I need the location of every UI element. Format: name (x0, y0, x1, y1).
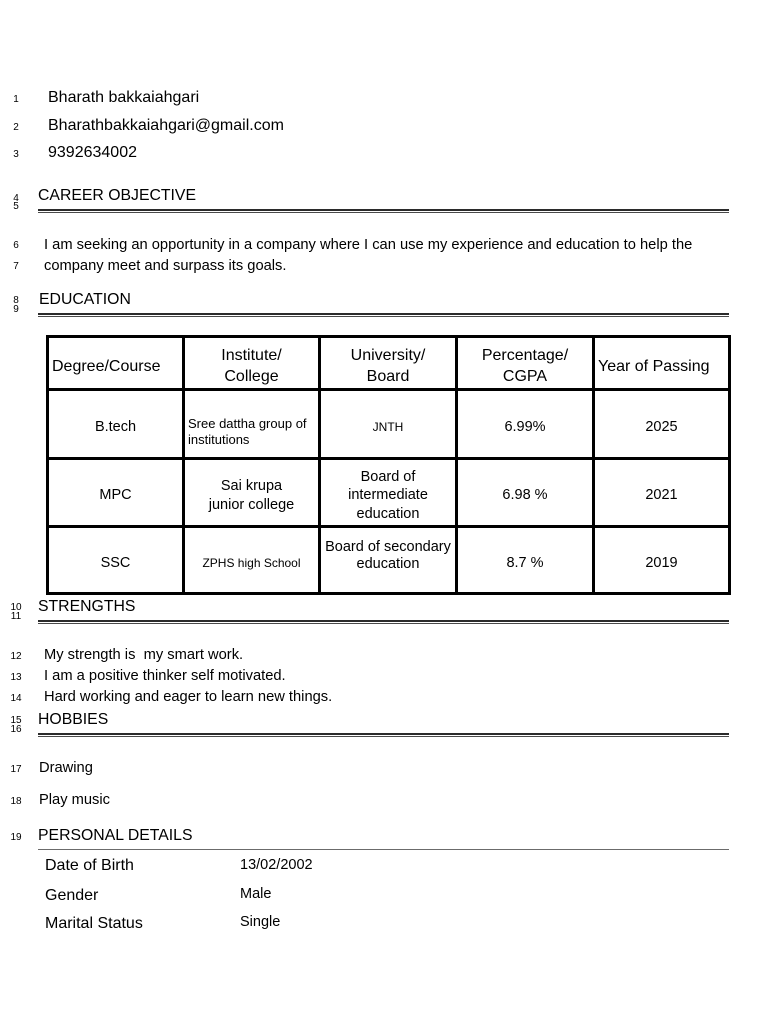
line-number: 3 (13, 149, 19, 160)
table-cell-year: 2025 (595, 391, 731, 460)
table-cell-university: JNTH (321, 391, 458, 460)
line-number: 13 (10, 672, 22, 683)
line-number: 17 (10, 764, 22, 775)
table-cell-institute: Sree dattha group of institutions (185, 391, 321, 460)
line-number: 6 (13, 240, 19, 251)
line-number: 1 (13, 94, 19, 105)
detail-label: Date of Birth (45, 857, 134, 874)
table-cell-institute: ZPHS high School (185, 528, 321, 595)
table-header-cell: Percentage/ CGPA (458, 338, 595, 391)
detail-label: Gender (45, 887, 99, 904)
line-number: 4 (13, 193, 19, 204)
table-cell-percentage: 6.98 % (458, 460, 595, 528)
table-cell-degree: SSC (49, 528, 185, 595)
career-objective-text-line: I am seeking an opportunity in a company where I can use my experience and education to help the (44, 237, 693, 253)
table-header-cell: Institute/ College (185, 338, 321, 391)
section-divider (38, 733, 729, 737)
table-cell-year: 2021 (595, 460, 731, 528)
strength-item: My strength is my smart work. (44, 647, 244, 663)
table-header-cell: Year of Passing (595, 338, 731, 391)
section-divider (38, 620, 729, 624)
section-heading-career-objective: CAREER OBJECTIVE (38, 187, 196, 204)
section-heading-hobbies: HOBBIES (38, 711, 109, 728)
table-cell-university: Board of intermediate education (321, 460, 458, 528)
section-heading-personal-details: PERSONAL DETAILS (38, 827, 193, 844)
line-number: 14 (10, 693, 22, 704)
line-number: 7 (13, 261, 19, 272)
line-number: 11 (10, 611, 22, 622)
section-heading-education: EDUCATION (39, 291, 131, 308)
section-divider (38, 313, 729, 317)
education-table (46, 335, 731, 595)
line-number: 2 (13, 122, 19, 133)
table-cell-degree: MPC (49, 460, 185, 528)
detail-label: Marital Status (45, 915, 143, 932)
section-heading-strengths: STRENGTHS (38, 598, 136, 615)
detail-value: Male (240, 886, 272, 902)
strength-item: Hard working and eager to learn new things. (44, 689, 333, 705)
line-number: 5 (13, 201, 19, 212)
candidate-name: Bharath bakkaiahgari (48, 89, 200, 106)
detail-value: 13/02/2002 (240, 857, 313, 873)
line-number: 15 (10, 715, 22, 726)
table-cell-university: Board of secondary education (321, 528, 458, 595)
table-cell-percentage: 8.7 % (458, 528, 595, 595)
line-number: 10 (10, 602, 22, 613)
line-number: 16 (10, 724, 22, 735)
line-number: 18 (10, 796, 22, 807)
phone-number: 9392634002 (48, 144, 137, 161)
line-number: 8 (13, 295, 19, 306)
section-divider (38, 849, 729, 850)
table-cell-year: 2019 (595, 528, 731, 595)
line-number: 19 (10, 832, 22, 843)
detail-value: Single (240, 914, 281, 930)
table-header-cell: University/ Board (321, 338, 458, 391)
line-number-gutter (0, 0, 30, 1024)
table-cell-institute: Sai krupa junior college (185, 460, 321, 528)
hobby-item: Play music (39, 792, 111, 808)
hobby-item: Drawing (39, 760, 93, 776)
email-address: Bharathbakkaiahgari@gmail.com (48, 117, 284, 134)
strength-item: I am a positive thinker self motivated. (44, 668, 286, 684)
table-cell-percentage: 6.99% (458, 391, 595, 460)
line-number: 12 (10, 651, 22, 662)
section-divider (38, 209, 729, 213)
career-objective-text-line: company meet and surpass its goals. (44, 258, 287, 274)
table-header-cell: Degree/Course (49, 338, 185, 391)
table-cell-degree: B.tech (49, 391, 185, 460)
line-number: 9 (13, 304, 19, 315)
